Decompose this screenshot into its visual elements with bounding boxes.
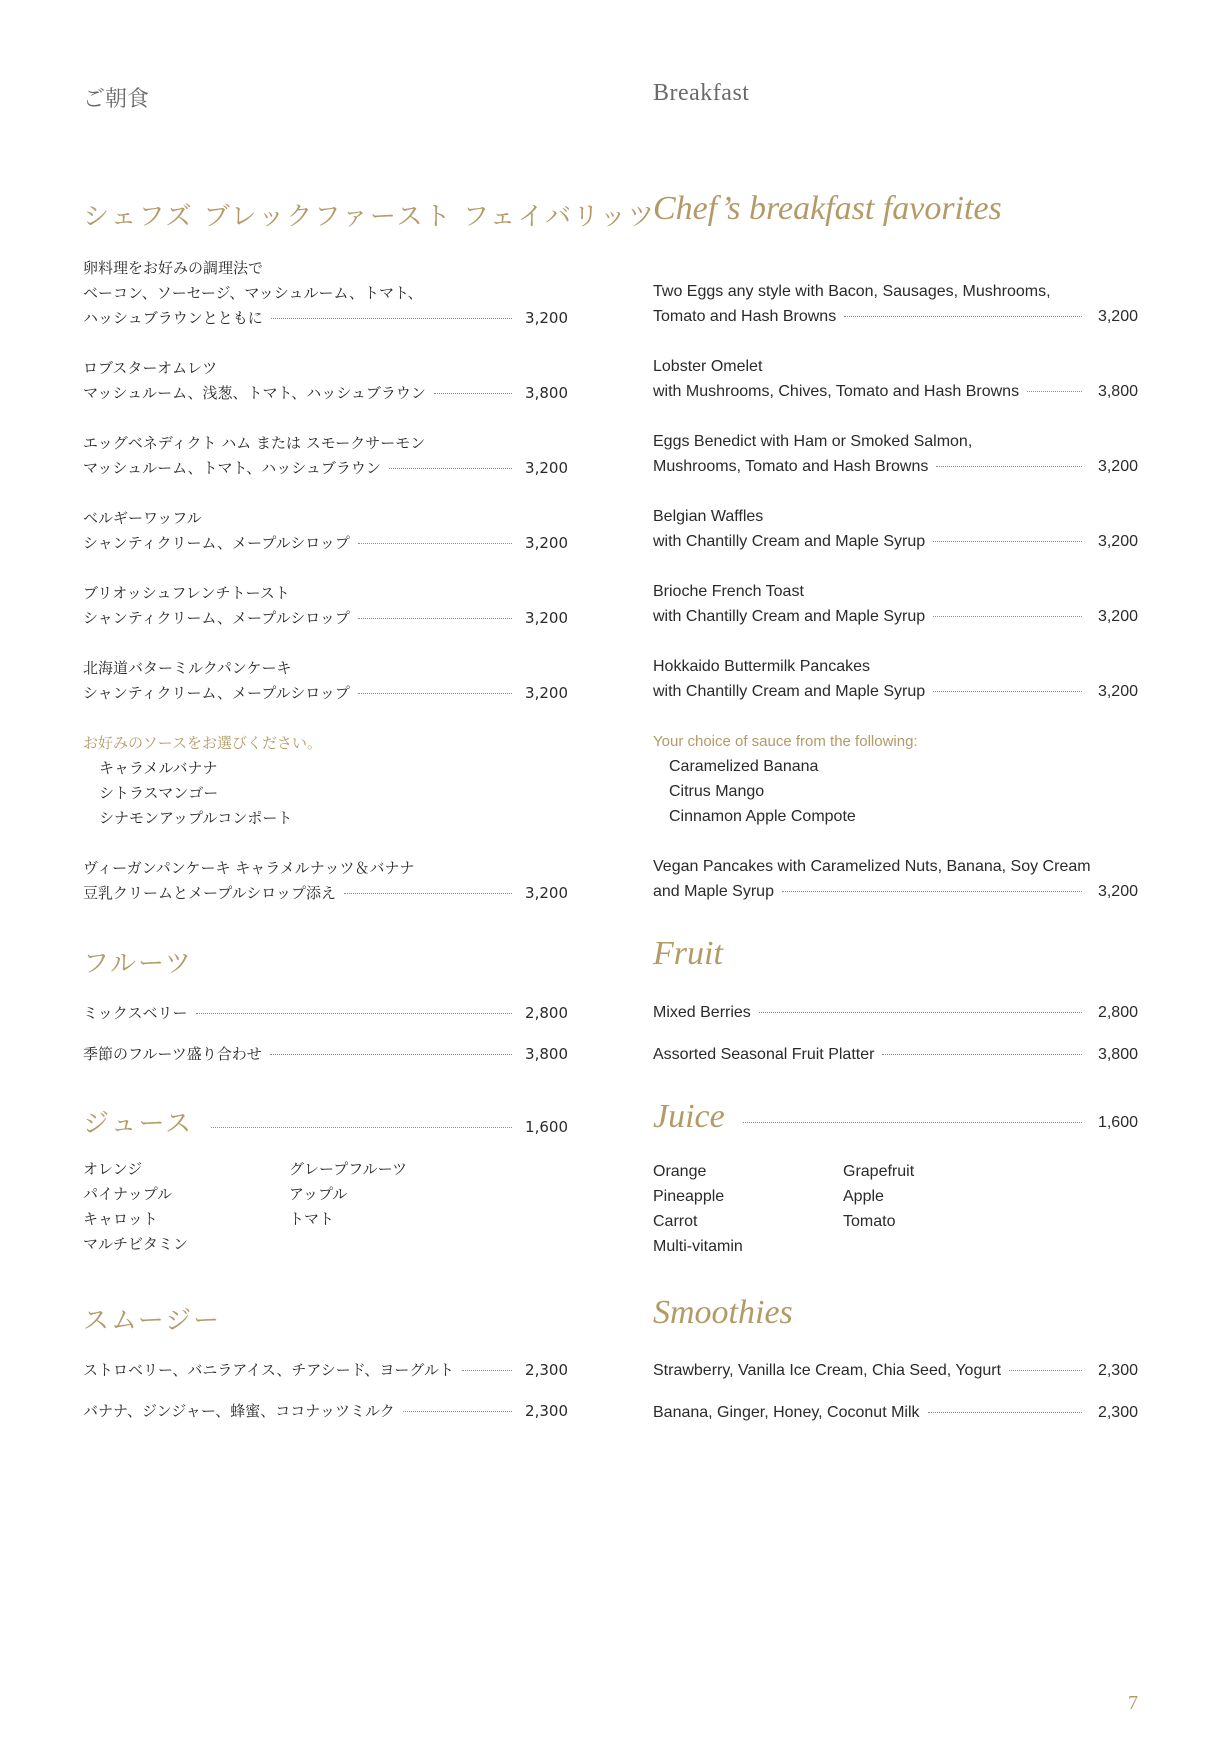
item-name: ハッシュブラウンとともに (83, 309, 263, 327)
juice-column (83, 1157, 289, 1257)
item-price-row (83, 881, 568, 906)
item-price: 3,800 (1097, 383, 1138, 400)
item-name: Assorted Seasonal Fruit Platter (653, 1046, 875, 1063)
item-name: シャンティクリーム、メープルシロップ (83, 684, 350, 702)
menu-item (83, 506, 568, 556)
item-line: Eggs Benedict with Ham or Smoked Salmon, (653, 433, 973, 450)
page-title-jp: ご朝食 (83, 87, 150, 112)
dot-leader (403, 1411, 512, 1412)
item-line: エッグベネディクト ハム または スモークサーモン (83, 434, 426, 452)
juice-list-en (653, 1159, 914, 1259)
dot-leader (1009, 1370, 1082, 1371)
sauce-note: Your choice of sauce from the following: (653, 733, 918, 750)
item-name: マッシュルーム、トマト、ハッシュブラウン (83, 459, 381, 477)
item-price: 3,200 (525, 459, 568, 477)
dot-leader (434, 393, 512, 394)
item-price: 3,200 (1097, 533, 1138, 550)
sauce-options (653, 729, 1138, 829)
menu-item (83, 1399, 568, 1424)
juice-option: アップル (289, 1185, 348, 1203)
item-line: Hokkaido Buttermilk Pancakes (653, 658, 870, 675)
menu-item (653, 1358, 1138, 1383)
item-price: 2,300 (525, 1361, 568, 1379)
menu-item (653, 1042, 1138, 1067)
section-heading-chefs-favorites-jp: シェフズ ブレックファースト フェイバリッツ (83, 202, 656, 232)
item-price: 3,200 (1097, 308, 1138, 325)
item-line: Vegan Pancakes with Caramelized Nuts, Banana, Soy Cream (653, 858, 1091, 875)
item-price-row (653, 879, 1138, 904)
item-price: 1,600 (1097, 1114, 1138, 1131)
page-title-en: Breakfast (653, 80, 750, 106)
item-name: and Maple Syrup (653, 883, 774, 900)
dot-leader (389, 468, 512, 469)
item-price: 1,600 (525, 1118, 568, 1136)
juice-option: マルチビタミン (83, 1235, 189, 1253)
menu-item (83, 656, 568, 706)
section-heading-fruit-jp: フルーツ (83, 949, 193, 979)
item-price: 3,200 (1097, 883, 1138, 900)
juice-option: パイナップル (83, 1185, 173, 1203)
item-price-row (653, 604, 1138, 629)
juice-option: グレープフルーツ (289, 1160, 408, 1178)
juice-option: Apple (843, 1188, 884, 1205)
item-price: 3,200 (525, 309, 568, 327)
item-price: 2,300 (525, 1402, 568, 1420)
item-name: シャンティクリーム、メープルシロップ (83, 609, 350, 627)
dot-leader (844, 316, 1082, 317)
item-price: 3,800 (1097, 1046, 1138, 1063)
juice-column (289, 1157, 407, 1257)
juice-option: Multi-vitamin (653, 1238, 743, 1255)
dot-leader (928, 1412, 1082, 1413)
dot-leader (936, 466, 1082, 467)
menu-item (83, 256, 568, 331)
menu-item (83, 356, 568, 406)
dot-leader (196, 1013, 512, 1014)
item-line: 卵料理をお好みの調理法で (83, 259, 264, 277)
item-name: with Chantilly Cream and Maple Syrup (653, 683, 926, 700)
item-name: Tomato and Hash Browns (653, 308, 837, 325)
dot-leader (358, 693, 512, 694)
juice-option: Carrot (653, 1213, 698, 1230)
juice-option: Orange (653, 1163, 707, 1180)
item-price: 3,200 (525, 884, 568, 902)
juice-column (843, 1159, 914, 1259)
section-heading-juice-row-jp (83, 1103, 568, 1140)
item-price: 2,800 (1097, 1004, 1138, 1021)
page-number: 7 (1128, 1692, 1138, 1714)
dot-leader (1027, 391, 1082, 392)
section-heading-chefs-favorites-en: Chef’s breakfast favorites (653, 190, 1002, 227)
item-name: with Chantilly Cream and Maple Syrup (653, 608, 926, 625)
item-price: 3,200 (1097, 608, 1138, 625)
dot-leader (462, 1370, 512, 1371)
item-name: Mushrooms, Tomato and Hash Browns (653, 458, 929, 475)
dot-leader (344, 893, 512, 894)
item-line: ベーコン、ソーセージ、マッシュルーム、トマト、 (83, 284, 423, 302)
menu-item (653, 429, 1138, 479)
juice-list-jp (83, 1157, 407, 1257)
item-price: 2,800 (525, 1004, 568, 1022)
item-line: Two Eggs any style with Bacon, Sausages, Mushrooms, (653, 283, 1051, 300)
menu-item (83, 856, 568, 906)
item-line: Lobster Omelet (653, 358, 763, 375)
sauce-note: お好みのソースをお選びください。 (83, 734, 322, 752)
section-heading-smoothies-en: Smoothies (653, 1294, 793, 1331)
sauce-option: Cinnamon Apple Compote (669, 808, 856, 825)
juice-column (653, 1159, 843, 1259)
item-price: 3,800 (525, 1045, 568, 1063)
item-line: ロブスターオムレツ (83, 359, 218, 377)
section-heading-juice-row-en (653, 1098, 1138, 1136)
sauce-option: Caramelized Banana (669, 758, 819, 775)
menu-item (653, 504, 1138, 554)
section-heading-smoothies-jp: スムージー (83, 1306, 222, 1336)
item-price-row (653, 529, 1138, 554)
item-name: マッシュルーム、浅葱、トマト、ハッシュブラウン (83, 384, 426, 402)
sauce-option: シナモンアップルコンポート (99, 809, 293, 827)
item-price: 3,200 (1097, 458, 1138, 475)
dot-leader (933, 541, 1082, 542)
menu-item (83, 581, 568, 631)
item-price-row (83, 381, 568, 406)
menu-item (653, 1400, 1138, 1425)
menu-item (653, 854, 1138, 904)
item-price-row (653, 379, 1138, 404)
sauce-option: キャラメルバナナ (99, 759, 218, 777)
menu-item (83, 1358, 568, 1383)
dot-leader (211, 1127, 512, 1128)
item-price: 3,200 (525, 534, 568, 552)
item-name: Strawberry, Vanilla Ice Cream, Chia Seed, Yogurt (653, 1362, 1002, 1379)
item-price-row (83, 456, 568, 481)
item-price: 3,200 (525, 609, 568, 627)
juice-option: Grapefruit (843, 1163, 915, 1180)
menu-item (653, 579, 1138, 629)
item-price: 3,200 (525, 684, 568, 702)
menu-item (83, 1042, 568, 1067)
dot-leader (270, 1054, 512, 1055)
menu-item (83, 1001, 568, 1026)
item-price: 3,800 (525, 384, 568, 402)
item-price-row (83, 306, 568, 331)
item-line: ブリオッシュフレンチトースト (83, 584, 290, 602)
sauce-options (83, 731, 568, 831)
item-name: Mixed Berries (653, 1004, 751, 1021)
item-line: ベルギーワッフル (83, 509, 202, 527)
juice-option: Pineapple (653, 1188, 725, 1205)
menu-item (653, 654, 1138, 704)
item-name: バナナ、ジンジャー、蜂蜜、ココナッツミルク (83, 1402, 395, 1420)
item-price-row (83, 606, 568, 631)
item-name: with Chantilly Cream and Maple Syrup (653, 533, 926, 550)
dot-leader (882, 1054, 1082, 1055)
item-price: 2,300 (1097, 1404, 1138, 1421)
section-heading-fruit-en: Fruit (653, 935, 723, 972)
item-line: Belgian Waffles (653, 508, 764, 525)
dot-leader (933, 691, 1082, 692)
menu-item (653, 1000, 1138, 1025)
dot-leader (743, 1122, 1082, 1123)
item-price-row (653, 454, 1138, 479)
item-name: with Mushrooms, Chives, Tomato and Hash Browns (653, 383, 1020, 400)
item-price-row (653, 304, 1138, 329)
menu-item (653, 354, 1138, 404)
dot-leader (782, 891, 1082, 892)
dot-leader (271, 318, 512, 319)
item-name: シャンティクリーム、メープルシロップ (83, 534, 350, 552)
section-heading-juice-jp: ジュース (83, 1109, 194, 1139)
juice-option: Tomato (843, 1213, 896, 1230)
item-line: 北海道バターミルクパンケーキ (83, 659, 292, 677)
item-name: ストロベリー、バニラアイス、チアシード、ヨーグルト (83, 1361, 454, 1379)
juice-option: トマト (289, 1210, 335, 1228)
dot-leader (358, 618, 512, 619)
item-name: 季節のフルーツ盛り合わせ (83, 1045, 262, 1063)
item-price: 2,300 (1097, 1362, 1138, 1379)
item-name: ミックスベリー (83, 1004, 188, 1022)
dot-leader (358, 543, 512, 544)
sauce-option: Citrus Mango (669, 783, 765, 800)
item-name: Banana, Ginger, Honey, Coconut Milk (653, 1404, 920, 1421)
item-price-row (83, 681, 568, 706)
item-line: ヴィーガンパンケーキ キャラメルナッツ＆バナナ (83, 859, 415, 877)
item-price: 3,200 (1097, 683, 1138, 700)
section-heading-juice-en: Juice (653, 1098, 725, 1135)
juice-option: オレンジ (83, 1160, 143, 1178)
dot-leader (759, 1012, 1082, 1013)
item-price-row (653, 679, 1138, 704)
item-line: Brioche French Toast (653, 583, 804, 600)
item-price-row (83, 531, 568, 556)
juice-option: キャロット (83, 1210, 158, 1228)
item-name: 豆乳クリームとメープルシロップ添え (83, 884, 336, 902)
menu-item (83, 431, 568, 481)
dot-leader (933, 616, 1082, 617)
menu-item (653, 279, 1138, 329)
sauce-option: シトラスマンゴー (99, 784, 219, 802)
